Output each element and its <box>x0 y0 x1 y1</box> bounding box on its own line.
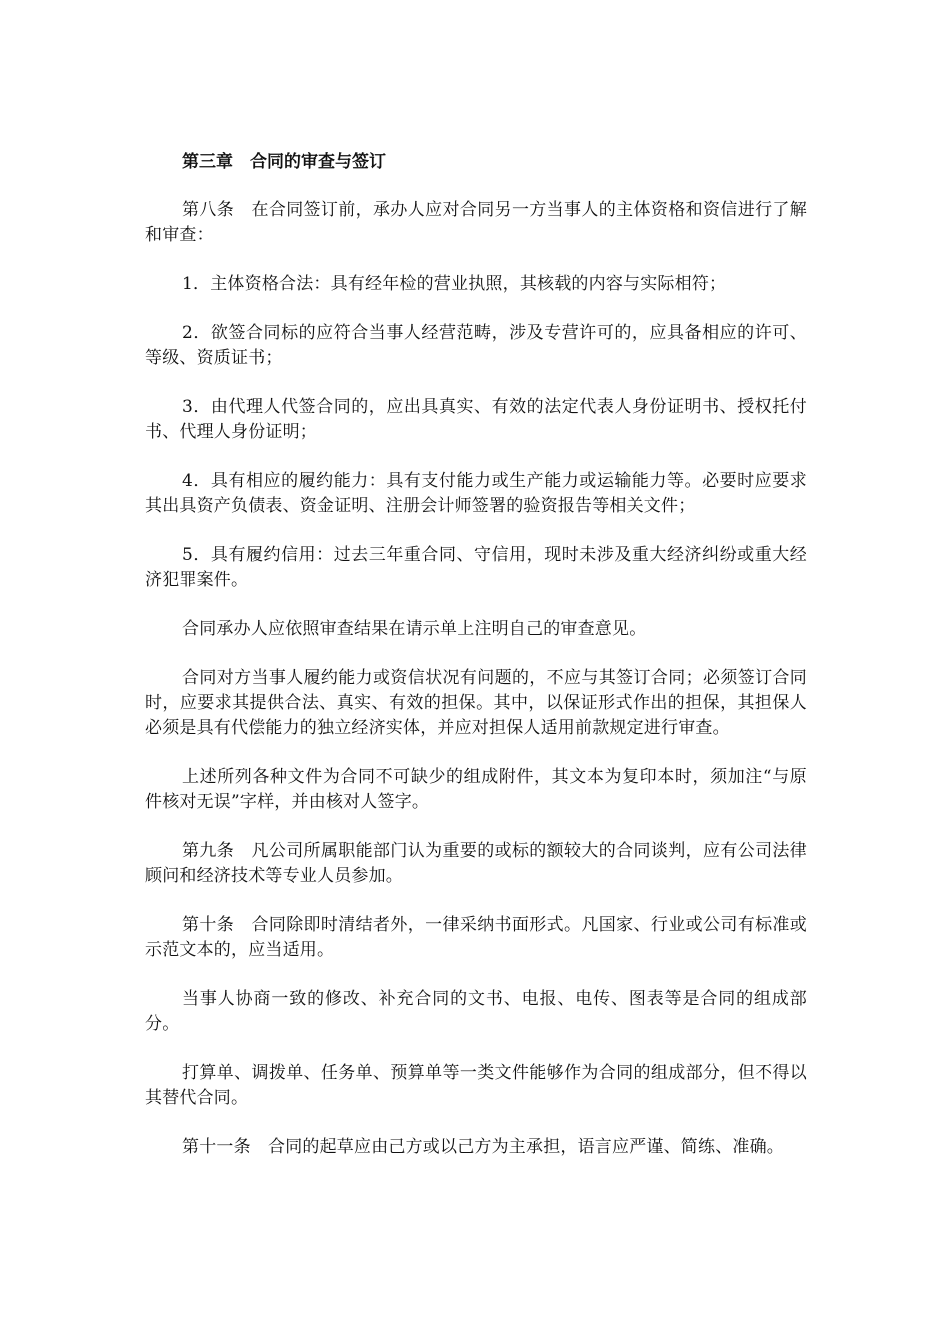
article-11-paragraph: 第十一条 合同的起草应由己方或以己方为主承担，语言应严谨、简练、准确。 <box>182 1137 784 1157</box>
article-8-paragraph: 第八条 在合同签订前，承办人应对合同另一方当事人的主体资格和资信进行了解和审查： <box>145 200 807 245</box>
attachments-paragraph: 上述所列各种文件为合同不可缺少的组成附件，其文本为复印本时，须加注“与原件核对无误”字样，并由核对人签字。 <box>145 767 807 812</box>
item-5-paragraph: 5．具有履约信用：过去三年重合同、守信用，现时未涉及重大经济纠纷或重大经济犯罪案件。 <box>145 545 807 590</box>
amendments-paragraph: 当事人协商一致的修改、补充合同的文书、电报、电传、图表等是合同的组成部分。 <box>145 989 807 1034</box>
article-10-paragraph: 第十条 合同除即时清结者外，一律采纳书面形式。凡国家、行业或公司有标准或示范文本的，应当适用。 <box>145 915 807 960</box>
item-3-paragraph: 3．由代理人代签合同的，应出具真实、有效的法定代表人身份证明书、授权托付书、代理人身份证明； <box>145 397 807 442</box>
item-1-paragraph: 1．主体资格合法：具有经年检的营业执照，其核载的内容与实际相符； <box>182 274 727 294</box>
guarantee-paragraph: 合同对方当事人履约能力或资信状况有问题的，不应与其签订合同；必须签订合同时，应要求其提供合法、真实、有效的担保。其中，以保证形式作出的担保，其担保人必须是具有代偿能力的独立经济实体，并应对担保人适用前款规定进行审查。 <box>145 668 807 738</box>
document-body <box>145 150 807 1184</box>
article-9-paragraph: 第九条 凡公司所属职能部门认为重要的或标的额较大的合同谈判，应有公司法律顾问和经济技术等专业人员参加。 <box>145 841 807 886</box>
review-opinion-paragraph: 合同承办人应依照审查结果在请示单上注明自己的审查意见。 <box>182 619 647 639</box>
item-2-paragraph: 2．欲签合同标的应符合当事人经营范畴，涉及专营许可的，应具备相应的许可、等级、资质证书； <box>145 323 807 368</box>
related-documents-paragraph: 打算单、调拨单、任务单、预算单等一类文件能够作为合同的组成部分，但不得以其替代合同。 <box>145 1063 807 1108</box>
item-4-paragraph: 4．具有相应的履约能力：具有支付能力或生产能力或运输能力等。必要时应要求其出具资产负债表、资金证明、注册会计师签署的验资报告等相关文件； <box>145 471 807 516</box>
chapter-heading: 第三章 合同的审查与签订 <box>182 152 386 172</box>
